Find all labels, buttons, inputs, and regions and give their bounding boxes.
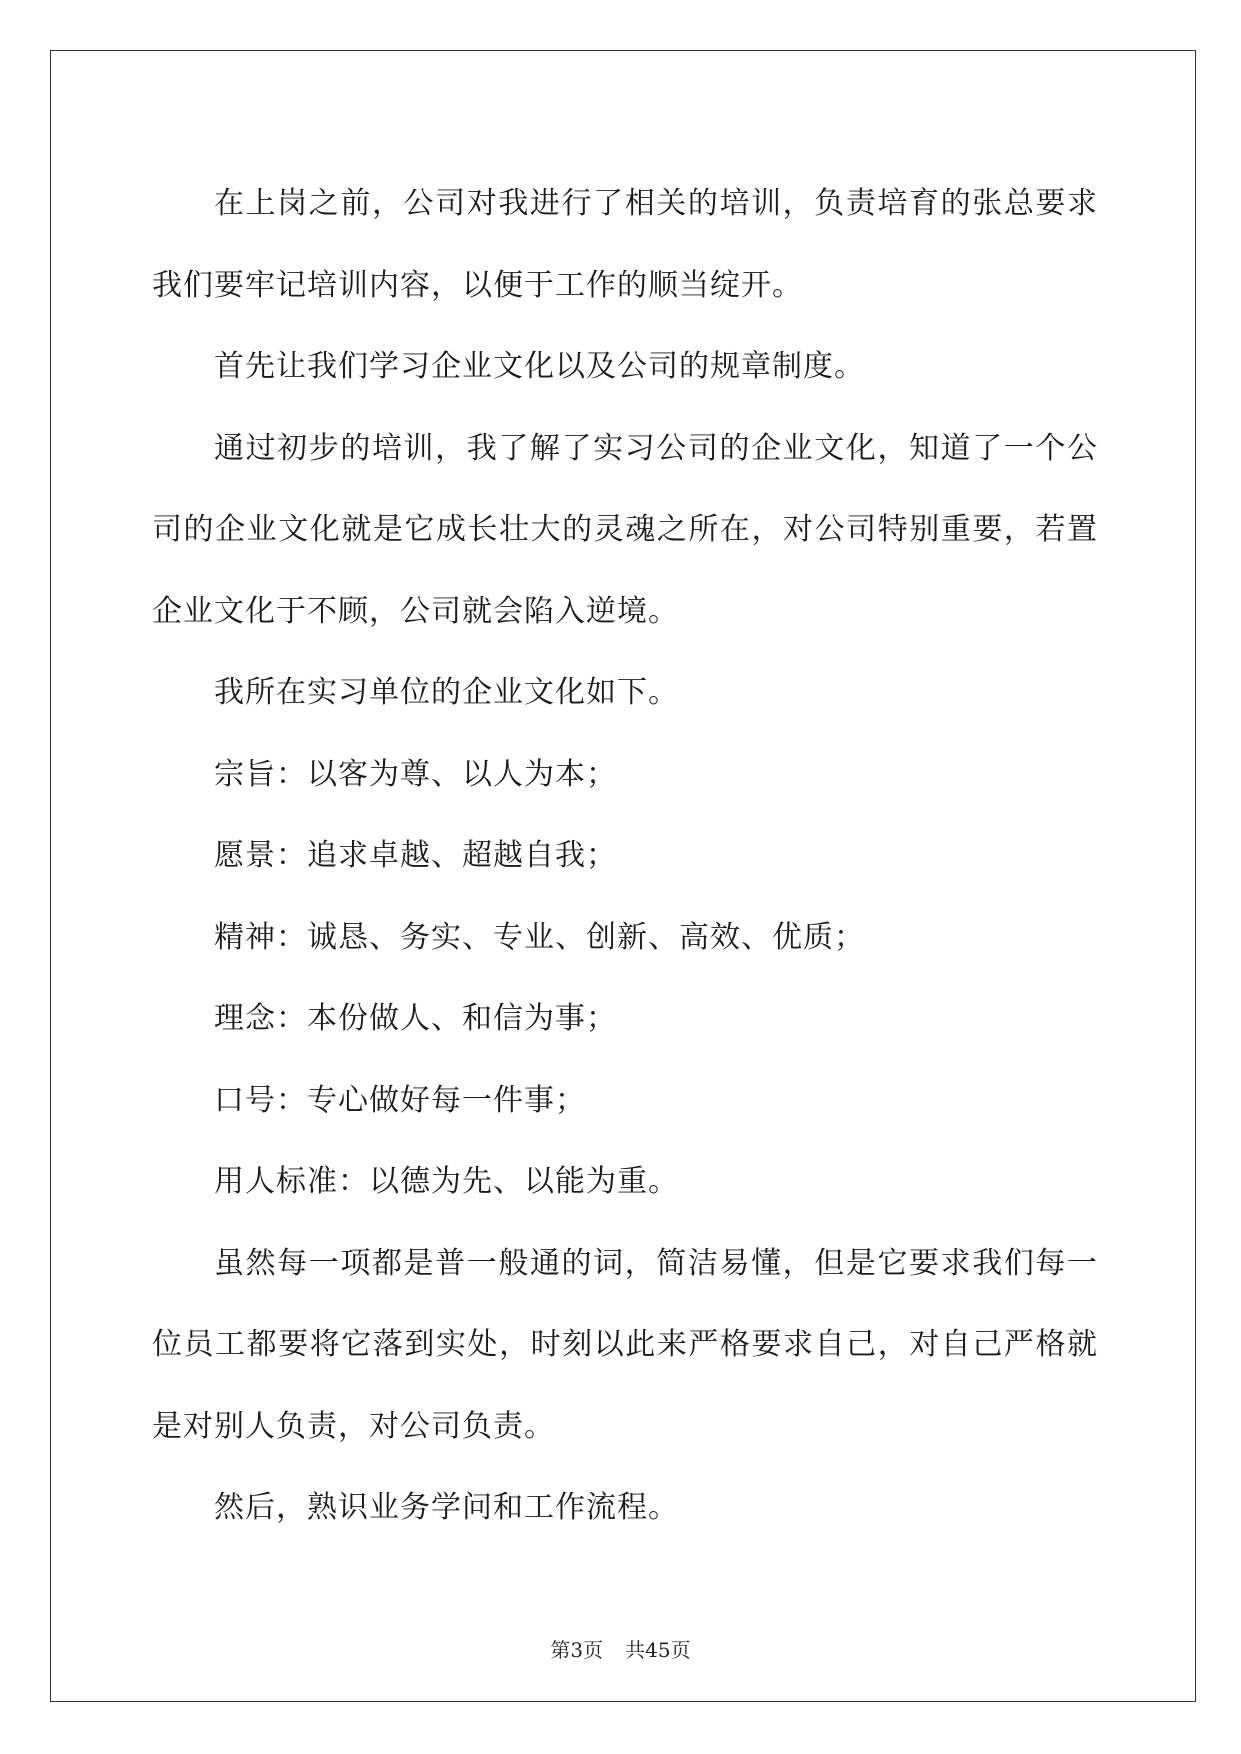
document-body [152,163,1098,1549]
page-number: 第3页 [550,1638,604,1662]
page-total: 共45页 [625,1638,691,1662]
paragraph-vision: 愿景：追求卓越、超越自我； [214,838,617,873]
paragraph-purpose: 宗旨：以客为尊、以人为本； [214,756,617,792]
paragraph-culture-importance: 通过初步的培训，我了解了实习公司的企业文化，知道了一个公司的企业文化就是它成长壮大的灵魂之所在，对公司特别重要，若置企业文化于不顾，公司就会陷入逆境。 [152,430,1098,629]
paragraph-hiring-standard: 用人标准：以德为先、以能为重。 [214,1164,679,1199]
paragraph-spirit: 精神：诚恳、务实、专业、创新、高效、优质； [214,919,865,955]
paragraph-philosophy: 理念：本份做人、和信为事； [214,1001,617,1036]
paragraph-culture-list-intro: 我所在实习单位的企业文化如下。 [214,675,679,710]
paragraph-slogan: 口号：专心做好每一件事； [214,1082,586,1118]
paragraph-next-step: 然后，熟识业务学问和工作流程。 [214,1490,679,1525]
paragraph-learn-culture: 首先让我们学习企业文化以及公司的规章制度。 [214,349,865,384]
paragraph-training-intro: 在上岗之前，公司对我进行了相关的培训，负责培育的张总要求我们要牢记培训内容，以便于工作的顺当绽开。 [152,186,1098,303]
page-footer [0,1634,1241,1663]
paragraph-reflection: 虽然每一项都是普一般通的词，简洁易懂，但是它要求我们每一位员工都要将它落到实处，时刻以此来严格要求自己，对自己严格就是对别人负责，对公司负责。 [152,1245,1098,1444]
